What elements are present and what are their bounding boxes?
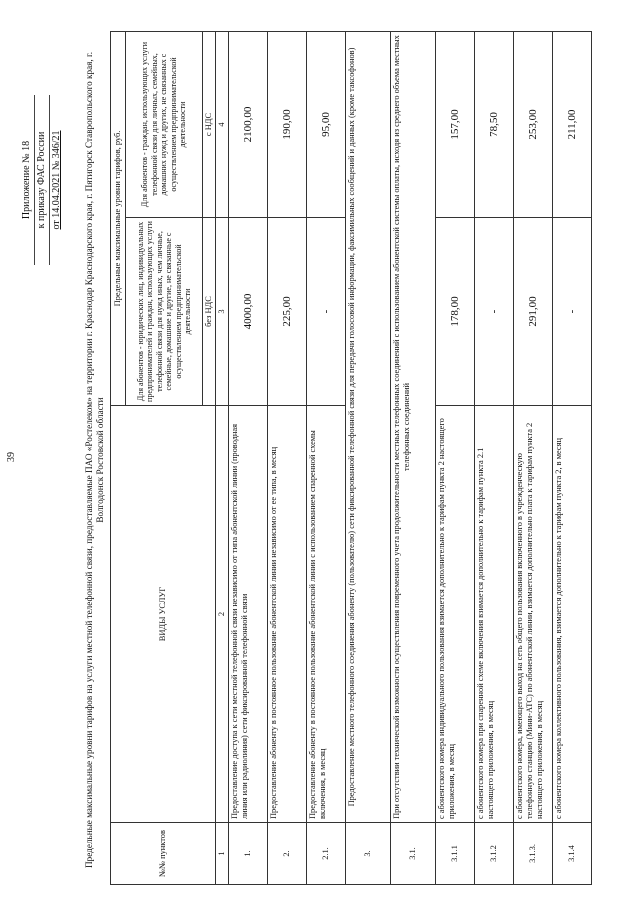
table-row xyxy=(475,32,514,885)
row-number: 2.1. xyxy=(307,823,346,885)
row-value-no-vat: - xyxy=(475,218,514,406)
row-value-with-vat: 95,00 xyxy=(307,32,346,218)
row-value-no-vat: - xyxy=(307,218,346,406)
row-value-with-vat: 157,00 xyxy=(436,32,475,218)
no-vat-label: без НДС xyxy=(203,218,216,406)
row-number: 1. xyxy=(229,823,268,885)
table-row xyxy=(268,32,307,885)
citizens-header: Для абонентов - граждан, использующих услуги телефонной связи для личных, семейных, домашних нужд и других, не связанных с осуществлением предпринимательской деятельности xyxy=(126,32,203,218)
row-service: с абонентского номера, имеющего выход на сеть общего пользования включенного в учрежденческую телефонную станцию (Мини-АТС) по абонентской линии, взимается дополнительно плата к тарифам пункта 2 настоящего приложения, в месяц xyxy=(514,406,553,823)
row-value-no-vat: 4000,00 xyxy=(229,218,268,406)
section-text: Предоставление местного телефонного соединения абоненту (пользователю) сети фиксированной телефонной связи для передачи голосовой информации, факсимильных сообщений и данных (кроме таксофонов) xyxy=(346,32,391,823)
page-number: 39 xyxy=(6,452,17,462)
with-vat-label: с НДС xyxy=(203,32,216,218)
tariff-table xyxy=(110,31,592,885)
col-num-header: №№ пунктов xyxy=(111,823,216,885)
row-value-with-vat: 78,50 xyxy=(475,32,514,218)
appendix-line-3: от 14.04.2021 № 346/21 xyxy=(51,130,62,230)
section-text: При отсутствии технической возможности осуществления повременного учета продолжительности местных телефонных соединений с использованием абонентской системы оплаты, исходя из среднего объема местных телефонных соединений xyxy=(391,32,436,823)
column-number: 2 xyxy=(216,406,229,823)
row-number: 3.1.1 xyxy=(436,823,475,885)
table-row xyxy=(553,32,592,885)
table-row xyxy=(229,32,268,885)
appendix-block xyxy=(20,95,64,265)
table-row xyxy=(307,32,346,885)
row-service: Предоставление абоненту в постоянное пользование абонентской линии независимо от ее типа, в месяц xyxy=(268,406,307,823)
row-service: Предоставление абоненту в постоянное пользование абонентской линии с использованием спаренной схемы включения, в месяц xyxy=(307,406,346,823)
section-row xyxy=(391,32,436,885)
row-number: 3.1.3. xyxy=(514,823,553,885)
appendix-line-1: Приложение № 18 xyxy=(20,95,35,265)
row-service: Предоставление доступа к сети местной телефонной связи независимо от типа абонентской линии (проводная линия или радиолиния) сети фиксированной телефонной связи xyxy=(229,406,268,823)
column-number: 1 xyxy=(216,823,229,885)
table-row xyxy=(436,32,475,885)
document-title: Предельные максимальные уровни тарифов на услуги местной телефонной связи, предоставляемые ПАО «Ростелеком» на территории г. Краснодар Краснодарского края, г. Пятигорск Ставропольского края, г. Волгодонск Ростовской области xyxy=(84,52,105,868)
legal-entities-header: Для абонентов - юридических лиц, индивидуальных предпринимателей и граждан, использующих услуги телефонной связи для нужд иных, чем личные, семейные, домашние и другие, не связанные с осуществлением предпринимательской деятельности xyxy=(126,218,203,406)
row-value-no-vat: 291,00 xyxy=(514,218,553,406)
appendix-line-2: к приказу ФАС России xyxy=(35,95,50,265)
row-value-no-vat: - xyxy=(553,218,592,406)
row-number: 2. xyxy=(268,823,307,885)
row-value-with-vat: 2100,00 xyxy=(229,32,268,218)
row-number: 3.1.4 xyxy=(553,823,592,885)
section-row xyxy=(346,32,391,885)
row-value-no-vat: 225,00 xyxy=(268,218,307,406)
tariffs-header: Предельные максимальные уровни тарифов, руб. xyxy=(111,32,126,406)
row-value-with-vat: 253,00 xyxy=(514,32,553,218)
row-value-with-vat: 211,00 xyxy=(553,32,592,218)
row-number: 3.1.2 xyxy=(475,823,514,885)
row-value-with-vat: 190,00 xyxy=(268,32,307,218)
row-service: с абонентского номера при спаренной схеме включения взимается дополнительно к тарифам пункта 2.1 настоящего приложения, в месяц xyxy=(475,406,514,823)
row-number: 3. xyxy=(346,823,391,885)
column-number: 3 xyxy=(216,218,229,406)
table-row xyxy=(514,32,553,885)
col-service-header: ВИДЫ УСЛУГ xyxy=(111,406,216,823)
row-service: с абонентского номера индивидуального пользования взимается дополнительно к тарифам пункта 2 настоящего приложения, в месяц xyxy=(436,406,475,823)
row-service: с абонентского номера коллективного пользования, взимается дополнительно к тарифам пункта 2, в месяц xyxy=(553,406,592,823)
column-number: 4 xyxy=(216,32,229,218)
row-value-no-vat: 178,00 xyxy=(436,218,475,406)
row-number: 3.1. xyxy=(391,823,436,885)
